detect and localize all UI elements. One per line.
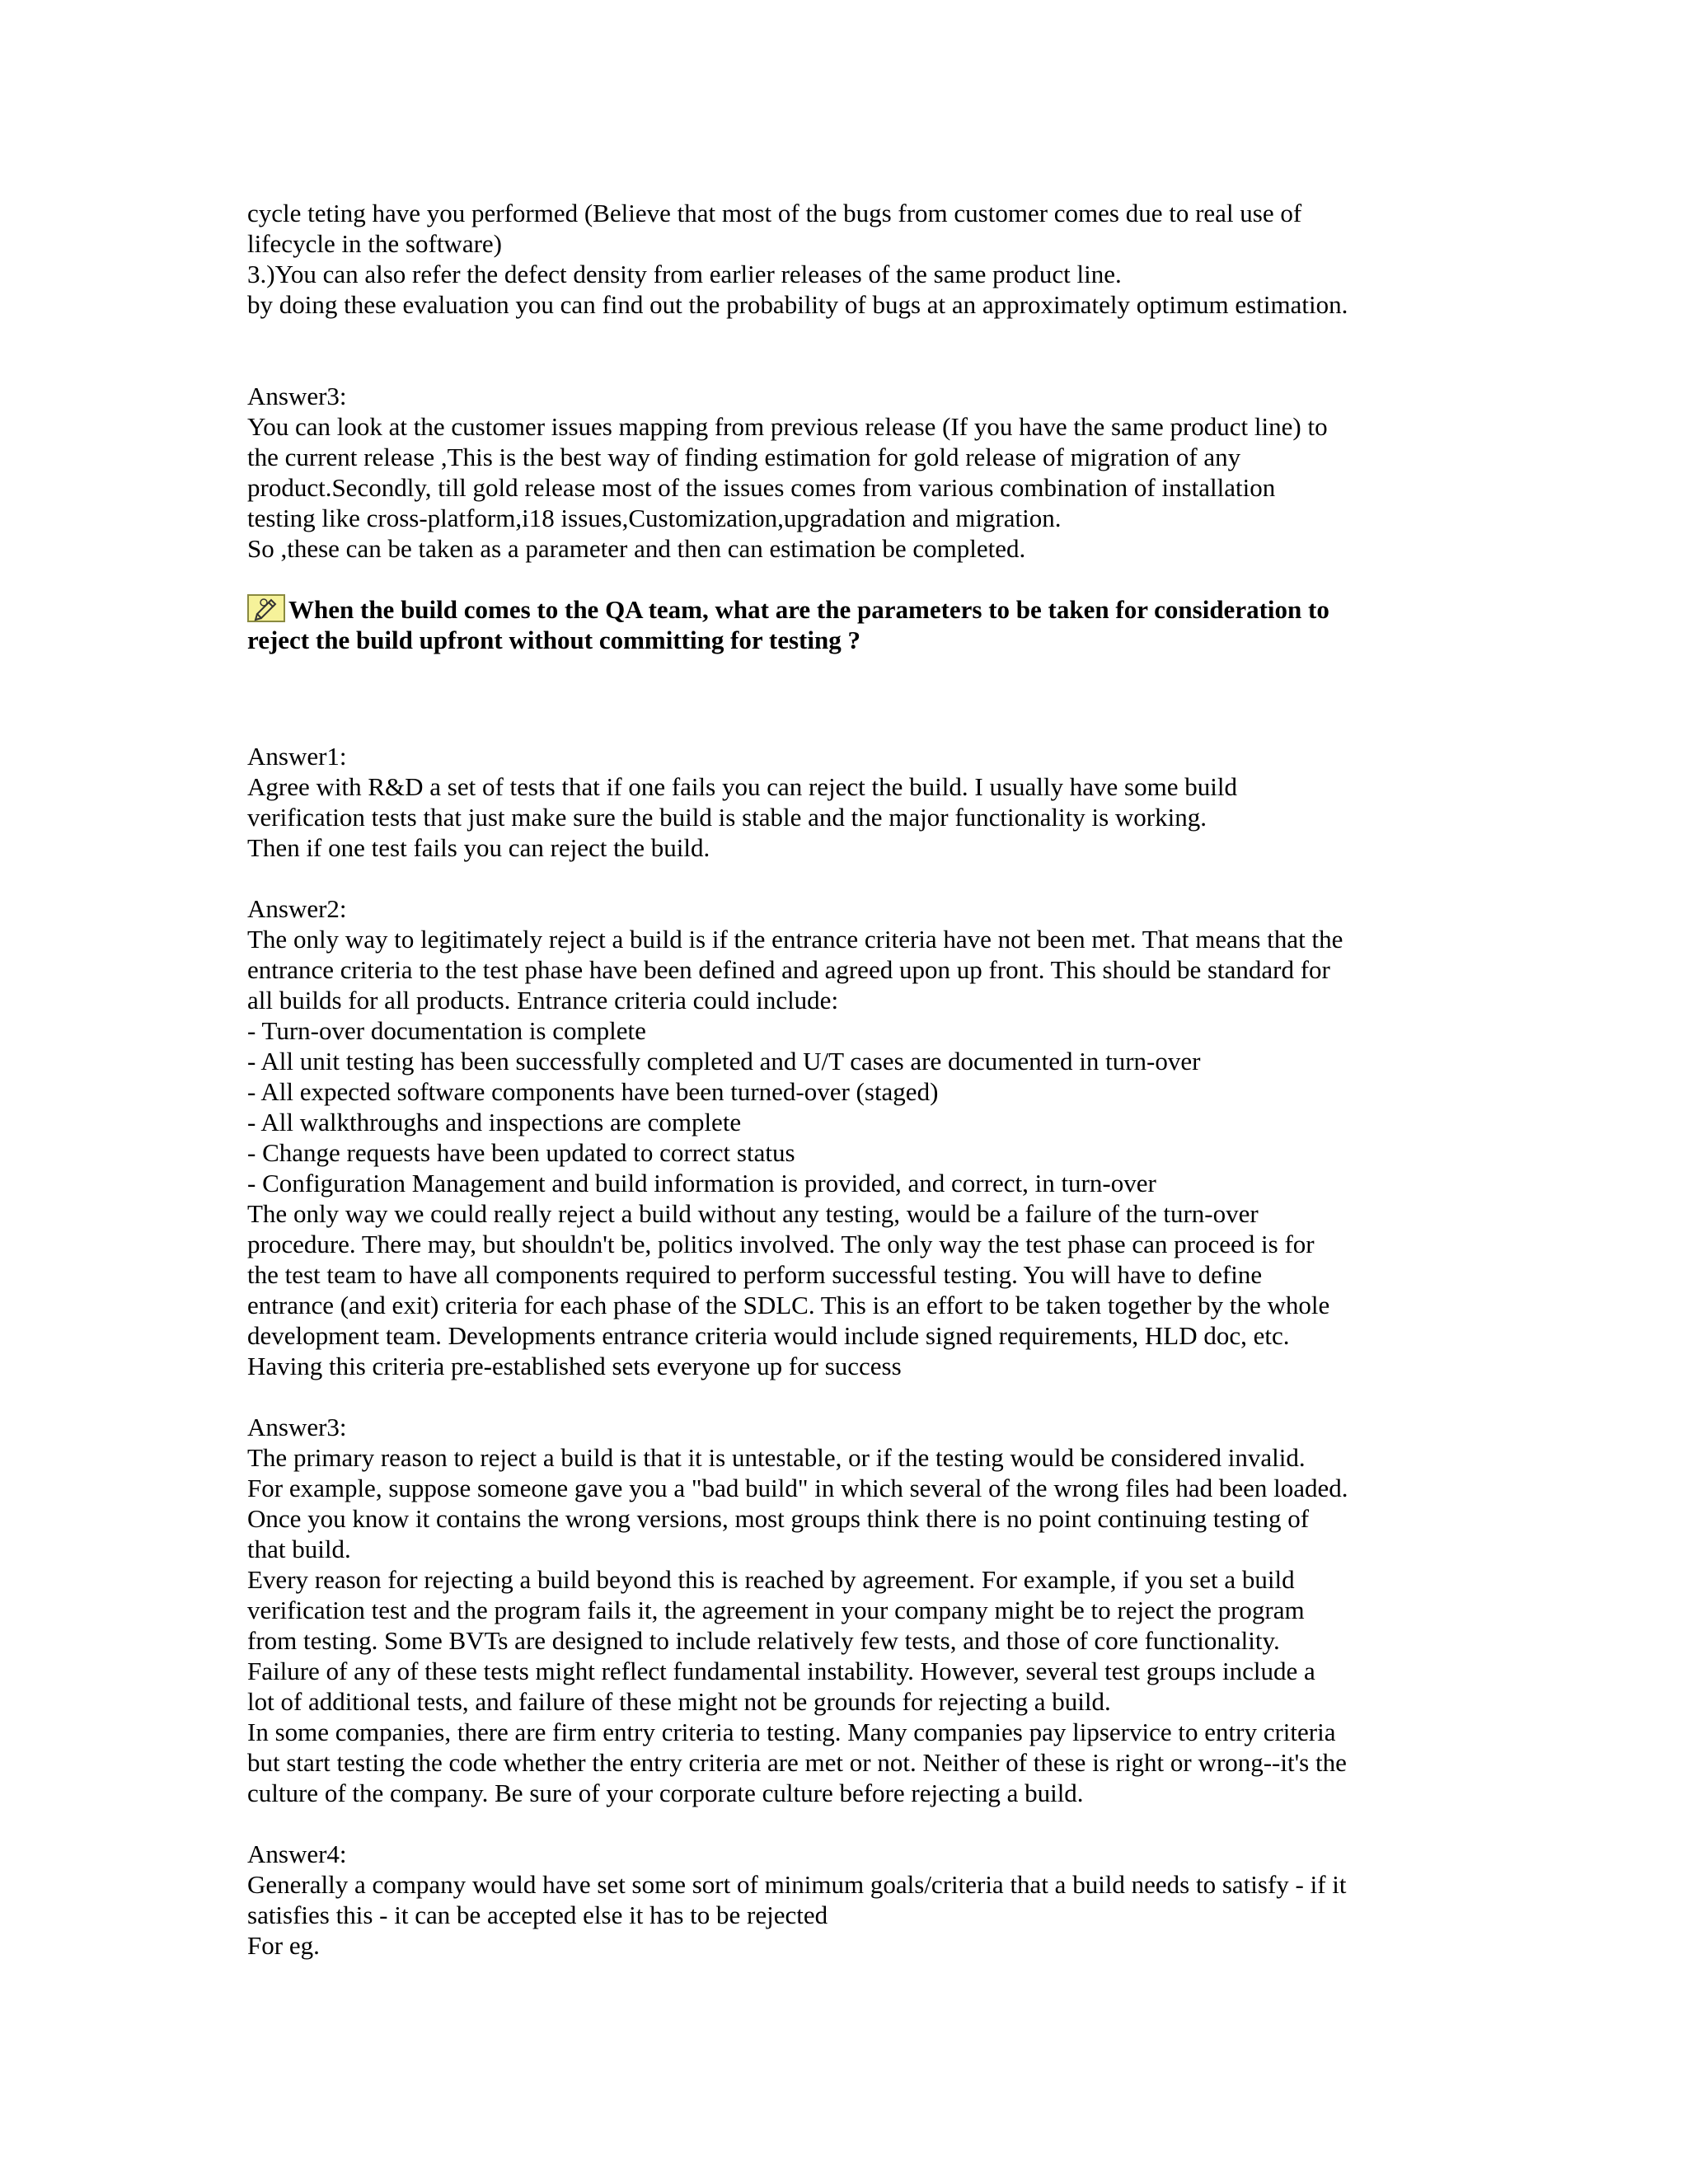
answer-2 — [247, 893, 1451, 1381]
text-line: all builds for all products. Entrance criteria could include: — [247, 986, 839, 1015]
text-line: Every reason for rejecting a build beyond this is reached by agreement. For example, if you set a build — [247, 1565, 1295, 1594]
text-line: Once you know it contains the wrong versions, most groups think there is no point continuing testing of — [247, 1504, 1310, 1533]
text-line: entrance criteria to the test phase have been defined and agreed upon up front. This should be standard for — [247, 955, 1330, 984]
text-line: culture of the company. Be sure of your corporate culture before rejecting a build. — [247, 1779, 1084, 1807]
text-line: development team. Developments entrance criteria would include signed requirements, HLD doc, etc. — [247, 1321, 1290, 1350]
text-line: Agree with R&D a set of tests that if one fails you can reject the build. I usually have some build — [247, 772, 1237, 801]
answer-4 — [247, 1839, 1451, 1961]
answer-3 — [247, 1412, 1451, 1808]
answer-heading: Answer3: — [247, 1413, 347, 1441]
text-line: For eg. — [247, 1931, 320, 1960]
text-line: verification tests that just make sure the build is stable and the major functionality is working. — [247, 803, 1207, 832]
text-line: So ,these can be taken as a parameter and then can estimation be completed. — [247, 534, 1026, 563]
text-line: that build. — [247, 1535, 351, 1563]
answer-heading: Answer2: — [247, 894, 347, 923]
text-line: cycle teting have you performed (Believe that most of the bugs from customer comes due to real use of — [247, 199, 1302, 227]
text-line: Having this criteria pre-established sets everyone up for success — [247, 1352, 902, 1380]
list-item: - All walkthroughs and inspections are complete — [247, 1108, 742, 1137]
list-item: - All expected software components have been turned-over (staged) — [247, 1077, 939, 1106]
text-line: Generally a company would have set some sort of minimum goals/criteria that a build needs to satisfy - if it — [247, 1870, 1347, 1899]
prev-answer-3 — [247, 381, 1451, 564]
text-line: Failure of any of these tests might reflect fundamental instability. However, several test groups include a — [247, 1657, 1315, 1685]
text-line: Then if one test fails you can reject the build. — [247, 833, 710, 862]
list-item: - Change requests have been updated to correct status — [247, 1138, 795, 1167]
text-line: from testing. Some BVTs are designed to include relatively few tests, and those of core functionality. — [247, 1626, 1280, 1655]
answer-heading: Answer3: — [247, 382, 347, 410]
list-item: - Configuration Management and build information is provided, and correct, in turn-over — [247, 1169, 1156, 1197]
text-line: 3.)You can also refer the defect density from earlier releases of the same product line. — [247, 260, 1122, 288]
text-line: product.Secondly, till gold release most of the issues comes from various combination of installation — [247, 473, 1276, 502]
text-line: but start testing the code whether the entry criteria are met or not. Neither of these is right or wrong--it's the — [247, 1748, 1347, 1777]
text-line: entrance (and exit) criteria for each phase of the SDLC. This is an effort to be taken together by the whole — [247, 1291, 1330, 1319]
text-line: You can look at the customer issues mapping from previous release (If you have the same product line) to — [247, 412, 1328, 441]
answer-1 — [247, 741, 1451, 863]
text-line: by doing these evaluation you can find out the probability of bugs at an approximately optimum estimation. — [247, 290, 1348, 319]
text-line: The primary reason to reject a build is that it is untestable, or if the testing would be considered invalid. — [247, 1443, 1306, 1472]
text-line: For example, suppose someone gave you a "bad build" in which several of the wrong files had been loaded. — [247, 1474, 1348, 1502]
text-line: satisfies this - it can be accepted else it has to be rejected — [247, 1900, 828, 1929]
answer-heading: Answer1: — [247, 742, 347, 771]
text-line: verification test and the program fails it, the agreement in your company might be to reject the program — [247, 1596, 1305, 1624]
text-line: lifecycle in the software) — [247, 229, 502, 258]
list-item: - Turn-over documentation is complete — [247, 1016, 646, 1045]
text-line: testing like cross-platform,i18 issues,Customization,upgradation and migration. — [247, 504, 1062, 532]
text-line: the current release ,This is the best way of finding estimation for gold release of migration of any — [247, 443, 1241, 471]
question-note-icon — [247, 594, 285, 622]
text-line: lot of additional tests, and failure of these might not be grounds for rejecting a build. — [247, 1687, 1111, 1716]
text-line: the test team to have all components required to perform successful testing. You will have to define — [247, 1260, 1263, 1289]
text-line: In some companies, there are firm entry criteria to testing. Many companies pay lipservice to entry criteria — [247, 1718, 1336, 1746]
question-line-1 — [247, 594, 1451, 625]
question-text-1: When the build comes to the QA team, what are the parameters to be taken for consideration to — [288, 595, 1329, 624]
text-line: The only way to legitimately reject a build is if the entrance criteria have not been met. That means that the — [247, 925, 1343, 954]
intro-paragraph — [247, 198, 1451, 320]
question-heading — [247, 594, 1451, 655]
text-line: procedure. There may, but shouldn't be, politics involved. The only way the test phase can proceed is for — [247, 1230, 1315, 1258]
document-page — [247, 198, 1451, 1961]
question-text-2: reject the build upfront without committing for testing ? — [247, 626, 860, 654]
text-line: The only way we could really reject a build without any testing, would be a failure of the turn-over — [247, 1199, 1259, 1228]
answer-heading: Answer4: — [247, 1840, 347, 1868]
list-item: - All unit testing has been successfully completed and U/T cases are documented in turn-over — [247, 1047, 1201, 1076]
